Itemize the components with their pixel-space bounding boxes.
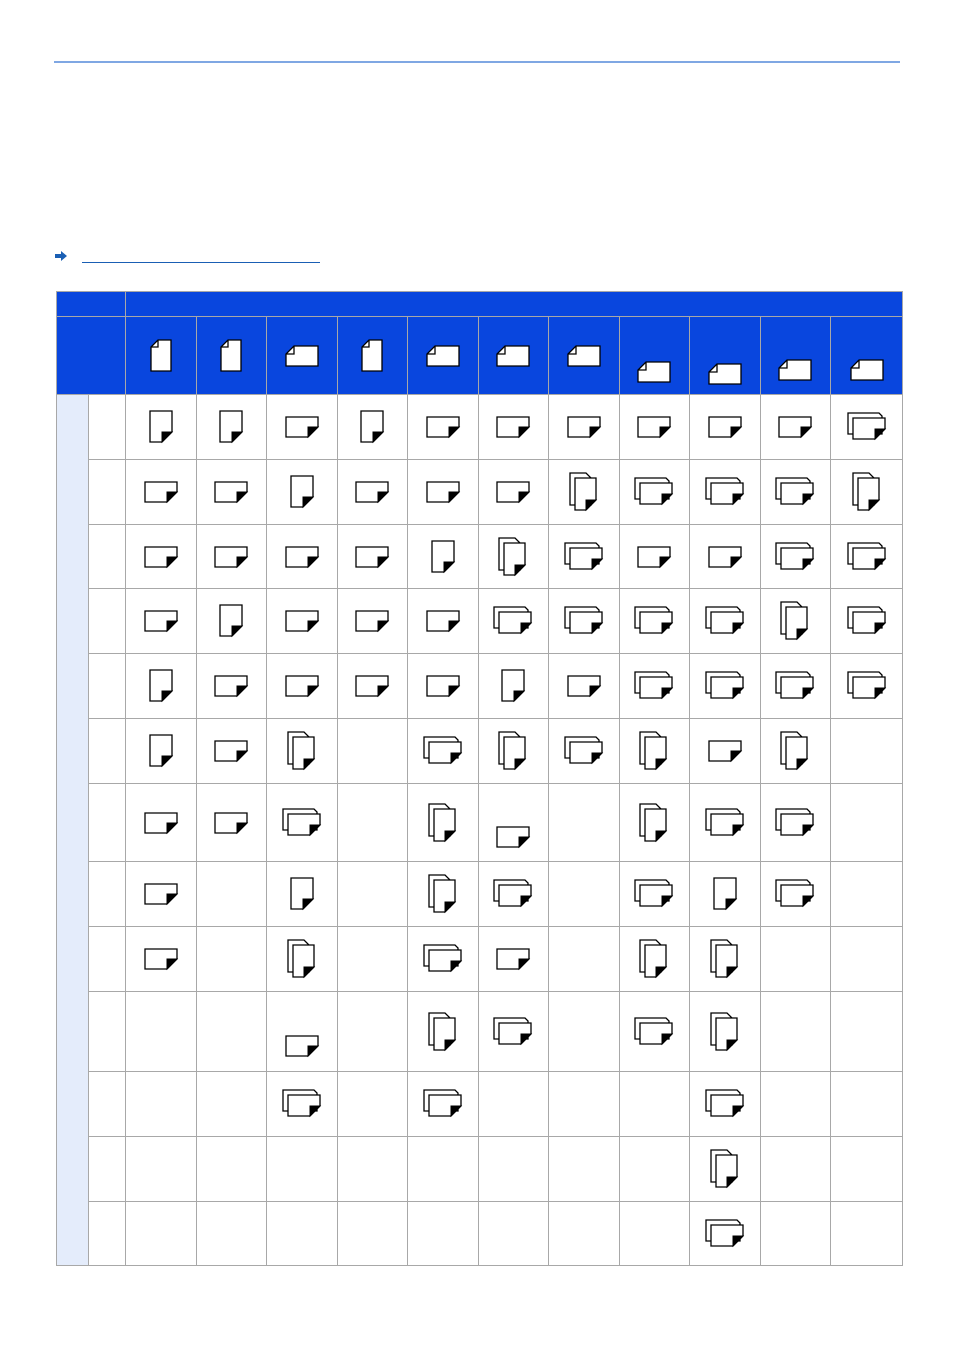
table-cell (690, 927, 761, 992)
table-cell (267, 460, 338, 525)
table-cell (690, 992, 761, 1072)
landscape-stack-icon (846, 540, 888, 574)
landscape-sheet-icon (143, 946, 179, 972)
portrait-stack-icon (708, 1011, 742, 1053)
column-header-7 (549, 317, 620, 395)
table-cell (337, 719, 408, 784)
table-cell (478, 992, 549, 1072)
portrait-stack-icon (426, 873, 460, 915)
landscape-sheet-icon (284, 414, 320, 440)
table-cell (337, 992, 408, 1072)
paper-portrait-icon (359, 338, 385, 374)
landscape-sheet-icon (566, 414, 602, 440)
portrait-stack-icon (567, 471, 601, 513)
table-cell (478, 460, 549, 525)
table-cell (337, 460, 408, 525)
column-header-6 (478, 317, 549, 395)
portrait-sheet-icon (712, 876, 738, 912)
portrait-sheet-icon (148, 409, 174, 445)
landscape-stack-icon (563, 734, 605, 768)
landscape-sheet-icon (636, 414, 672, 440)
table-row (57, 654, 903, 719)
table-cell (831, 784, 903, 862)
table-cell (760, 1137, 831, 1202)
column-header-2 (196, 317, 267, 395)
landscape-sheet-icon (143, 608, 179, 634)
row-label (89, 719, 126, 784)
table-cell (478, 654, 549, 719)
table-cell (196, 654, 267, 719)
table-cell (408, 862, 479, 927)
table-cell (549, 395, 620, 460)
table-cell (478, 525, 549, 589)
table-cell (549, 862, 620, 927)
landscape-sheet-icon (354, 544, 390, 570)
table-cell (831, 862, 903, 927)
table-cell (337, 784, 408, 862)
portrait-stack-icon (850, 471, 884, 513)
table-cell (619, 1137, 690, 1202)
table-cell (408, 654, 479, 719)
landscape-stack-icon (774, 669, 816, 703)
header-rule (54, 61, 900, 63)
table-cell (126, 525, 197, 589)
portrait-stack-icon (496, 536, 530, 578)
column-header-1 (126, 317, 197, 395)
table-cell (619, 525, 690, 589)
table-cell (690, 460, 761, 525)
table-cell (619, 927, 690, 992)
portrait-stack-icon (637, 730, 671, 772)
table-cell (831, 589, 903, 654)
portrait-stack-icon (285, 730, 319, 772)
landscape-sheet-icon (495, 824, 531, 850)
table-cell (267, 1072, 338, 1137)
table-cell (478, 719, 549, 784)
table-cell (337, 927, 408, 992)
table-cell (126, 460, 197, 525)
landscape-stack-icon (633, 877, 675, 911)
landscape-stack-icon (704, 806, 746, 840)
table-cell (619, 784, 690, 862)
table-cell (760, 862, 831, 927)
landscape-stack-icon (846, 604, 888, 638)
table-cell (549, 1137, 620, 1202)
paper-landscape-icon (284, 343, 320, 369)
table-cell (760, 719, 831, 784)
table-cell (549, 1072, 620, 1137)
row-label (89, 589, 126, 654)
table-cell (831, 1072, 903, 1137)
table-cell (267, 719, 338, 784)
landscape-sheet-icon (636, 544, 672, 570)
landscape-stack-icon (774, 475, 816, 509)
table-cell (408, 1072, 479, 1137)
table-cell (196, 719, 267, 784)
table-cell (196, 1202, 267, 1266)
reference-link-underline (82, 262, 320, 263)
landscape-stack-icon (422, 734, 464, 768)
table-cell (126, 927, 197, 992)
table-row (57, 589, 903, 654)
table-cell (408, 525, 479, 589)
table-cell (196, 927, 267, 992)
table-cell (126, 654, 197, 719)
table-cell (619, 460, 690, 525)
table-cell (196, 1137, 267, 1202)
table-row (57, 460, 903, 525)
table-cell (690, 395, 761, 460)
table-cell (337, 862, 408, 927)
table-cell (619, 1072, 690, 1137)
row-label (89, 1137, 126, 1202)
landscape-sheet-icon (213, 544, 249, 570)
landscape-sheet-icon (354, 673, 390, 699)
table-cell (337, 395, 408, 460)
table-cell (831, 654, 903, 719)
table-cell (267, 992, 338, 1072)
column-header-10 (760, 317, 831, 395)
landscape-stack-icon (281, 806, 323, 840)
table-cell (549, 719, 620, 784)
table-row (57, 719, 903, 784)
table-cell (337, 525, 408, 589)
landscape-sheet-icon (707, 544, 743, 570)
landscape-sheet-icon (425, 479, 461, 505)
table-cell (267, 862, 338, 927)
reference-link[interactable] (54, 249, 270, 265)
table-cell (196, 589, 267, 654)
landscape-stack-icon (281, 1087, 323, 1121)
table-cell (337, 1072, 408, 1137)
paper-orientation-table (56, 291, 903, 1266)
landscape-stack-icon (846, 410, 888, 444)
landscape-stack-icon (704, 604, 746, 638)
row-label (89, 992, 126, 1072)
landscape-sheet-icon (143, 479, 179, 505)
landscape-sheet-icon (284, 673, 320, 699)
table-cell (478, 1137, 549, 1202)
portrait-stack-icon (496, 730, 530, 772)
column-header-11 (831, 317, 903, 395)
table-cell (196, 460, 267, 525)
row-label (89, 862, 126, 927)
table-cell (549, 927, 620, 992)
table-cell (478, 589, 549, 654)
portrait-stack-icon (778, 600, 812, 642)
landscape-stack-icon (563, 604, 605, 638)
landscape-stack-icon (774, 540, 816, 574)
right-arrow-icon (54, 250, 68, 262)
column-header-8 (619, 317, 690, 395)
table-cell (549, 784, 620, 862)
table-cell (267, 395, 338, 460)
landscape-stack-icon (563, 540, 605, 574)
table-cell (760, 1072, 831, 1137)
row-label (89, 927, 126, 992)
table-cell (196, 784, 267, 862)
table-cell (690, 784, 761, 862)
header-corner-sub (57, 317, 126, 395)
landscape-sheet-icon (777, 414, 813, 440)
table-cell (267, 1137, 338, 1202)
landscape-stack-icon (704, 1217, 746, 1251)
column-header-9 (690, 317, 761, 395)
table-cell (478, 395, 549, 460)
table-row (57, 784, 903, 862)
landscape-stack-icon (704, 475, 746, 509)
table-cell (408, 395, 479, 460)
landscape-sheet-icon (566, 673, 602, 699)
table-cell (831, 525, 903, 589)
table-row (57, 992, 903, 1072)
table-cell (549, 460, 620, 525)
table-row (57, 1137, 903, 1202)
table-cell (549, 589, 620, 654)
portrait-sheet-icon (218, 409, 244, 445)
table-cell (196, 992, 267, 1072)
landscape-sheet-icon (284, 1033, 320, 1059)
table-cell (619, 589, 690, 654)
row-label (89, 1202, 126, 1266)
portrait-sheet-icon (289, 876, 315, 912)
column-header-3 (267, 317, 338, 395)
table-cell (831, 1137, 903, 1202)
portrait-stack-icon (426, 802, 460, 844)
table-cell (478, 1072, 549, 1137)
table-cell (408, 992, 479, 1072)
table-row (57, 862, 903, 927)
table-cell (760, 784, 831, 862)
table-cell (126, 1137, 197, 1202)
table-cell (760, 654, 831, 719)
landscape-sheet-icon (143, 810, 179, 836)
portrait-stack-icon (778, 730, 812, 772)
table-cell (760, 589, 831, 654)
table-cell (619, 1202, 690, 1266)
landscape-sheet-icon (425, 608, 461, 634)
table-cell (760, 525, 831, 589)
header-corner (57, 292, 126, 317)
portrait-sheet-icon (500, 668, 526, 704)
landscape-stack-icon (846, 669, 888, 703)
landscape-sheet-icon (213, 810, 249, 836)
table-cell (619, 654, 690, 719)
paper-landscape-icon (425, 343, 461, 369)
table-cell (478, 927, 549, 992)
table-cell (408, 589, 479, 654)
landscape-sheet-icon (213, 738, 249, 764)
landscape-stack-icon (774, 877, 816, 911)
portrait-sheet-icon (289, 474, 315, 510)
paper-portrait-icon (218, 338, 244, 374)
landscape-stack-icon (633, 669, 675, 703)
portrait-sheet-icon (430, 539, 456, 575)
table-cell (690, 1137, 761, 1202)
table-cell (549, 1202, 620, 1266)
column-header-4 (337, 317, 408, 395)
table-cell (267, 589, 338, 654)
table-cell (267, 1202, 338, 1266)
table-cell (408, 1137, 479, 1202)
row-label (89, 654, 126, 719)
table-cell (619, 992, 690, 1072)
table-row (57, 395, 903, 460)
landscape-sheet-icon (143, 881, 179, 907)
table-cell (408, 719, 479, 784)
landscape-sheet-icon (213, 479, 249, 505)
table-cell (196, 862, 267, 927)
portrait-stack-icon (285, 938, 319, 980)
table-cell (126, 992, 197, 1072)
paper-landscape-icon (707, 361, 743, 387)
table-cell (478, 1202, 549, 1266)
table-cell (478, 784, 549, 862)
table-cell (267, 784, 338, 862)
table-cell (267, 927, 338, 992)
landscape-sheet-icon (284, 544, 320, 570)
table-cell (549, 654, 620, 719)
table-cell (267, 525, 338, 589)
table-cell (690, 525, 761, 589)
portrait-stack-icon (708, 1148, 742, 1190)
table-cell (126, 395, 197, 460)
landscape-sheet-icon (495, 414, 531, 440)
table-cell (760, 395, 831, 460)
table-cell (126, 784, 197, 862)
landscape-stack-icon (704, 1087, 746, 1121)
table-cell (337, 589, 408, 654)
table-cell (690, 862, 761, 927)
table-cell (831, 395, 903, 460)
portrait-stack-icon (426, 1011, 460, 1053)
column-header-5 (408, 317, 479, 395)
table-cell (126, 1202, 197, 1266)
table-cell (690, 1202, 761, 1266)
landscape-sheet-icon (354, 479, 390, 505)
table-cell (267, 654, 338, 719)
table-cell (760, 460, 831, 525)
table-cell (126, 862, 197, 927)
row-label (89, 460, 126, 525)
table-cell (831, 927, 903, 992)
table-cell (196, 395, 267, 460)
paper-landscape-icon (495, 343, 531, 369)
portrait-sheet-icon (148, 733, 174, 769)
table-cell (408, 784, 479, 862)
table-row (57, 1202, 903, 1266)
table-cell (478, 862, 549, 927)
table-cell (408, 927, 479, 992)
portrait-sheet-icon (359, 409, 385, 445)
table-cell (196, 1072, 267, 1137)
table-cell (549, 525, 620, 589)
row-group-label (57, 395, 89, 1266)
table-cell (619, 719, 690, 784)
portrait-stack-icon (637, 938, 671, 980)
table-cell (126, 719, 197, 784)
landscape-sheet-icon (707, 738, 743, 764)
landscape-sheet-icon (213, 673, 249, 699)
landscape-sheet-icon (425, 673, 461, 699)
table-cell (126, 1072, 197, 1137)
table-cell (690, 719, 761, 784)
paper-landscape-icon (566, 343, 602, 369)
table-cell (831, 1202, 903, 1266)
table-cell (126, 589, 197, 654)
table-cell (549, 992, 620, 1072)
table-cell (337, 1137, 408, 1202)
landscape-stack-icon (492, 877, 534, 911)
table-row (57, 1072, 903, 1137)
table-cell (337, 1202, 408, 1266)
table-cell (337, 654, 408, 719)
portrait-sheet-icon (148, 668, 174, 704)
table-cell (690, 654, 761, 719)
table-cell (690, 1072, 761, 1137)
table-cell (831, 460, 903, 525)
row-label (89, 395, 126, 460)
landscape-sheet-icon (284, 608, 320, 634)
landscape-stack-icon (633, 475, 675, 509)
row-label (89, 784, 126, 862)
landscape-stack-icon (422, 1087, 464, 1121)
portrait-stack-icon (708, 938, 742, 980)
landscape-sheet-icon (707, 414, 743, 440)
paper-landscape-icon (849, 357, 885, 383)
row-label (89, 525, 126, 589)
table-cell (831, 719, 903, 784)
landscape-stack-icon (704, 669, 746, 703)
table-row (57, 927, 903, 992)
table-cell (196, 525, 267, 589)
table-cell (760, 927, 831, 992)
landscape-stack-icon (633, 1015, 675, 1049)
table-cell (760, 992, 831, 1072)
landscape-stack-icon (633, 604, 675, 638)
portrait-sheet-icon (218, 603, 244, 639)
landscape-sheet-icon (354, 608, 390, 634)
landscape-stack-icon (492, 604, 534, 638)
table-cell (831, 992, 903, 1072)
landscape-sheet-icon (495, 479, 531, 505)
paper-portrait-icon (148, 338, 174, 374)
landscape-sheet-icon (495, 946, 531, 972)
table-cell (619, 862, 690, 927)
header-group (126, 292, 903, 317)
table-cell (408, 460, 479, 525)
table-cell (619, 395, 690, 460)
table-row (57, 525, 903, 589)
row-label (89, 1072, 126, 1137)
landscape-sheet-icon (143, 544, 179, 570)
table-cell (760, 1202, 831, 1266)
landscape-stack-icon (774, 806, 816, 840)
landscape-sheet-icon (425, 414, 461, 440)
table-cell (690, 589, 761, 654)
paper-landscape-icon (636, 359, 672, 385)
landscape-stack-icon (422, 942, 464, 976)
paper-landscape-icon (777, 357, 813, 383)
landscape-stack-icon (492, 1015, 534, 1049)
portrait-stack-icon (637, 802, 671, 844)
table-cell (408, 1202, 479, 1266)
